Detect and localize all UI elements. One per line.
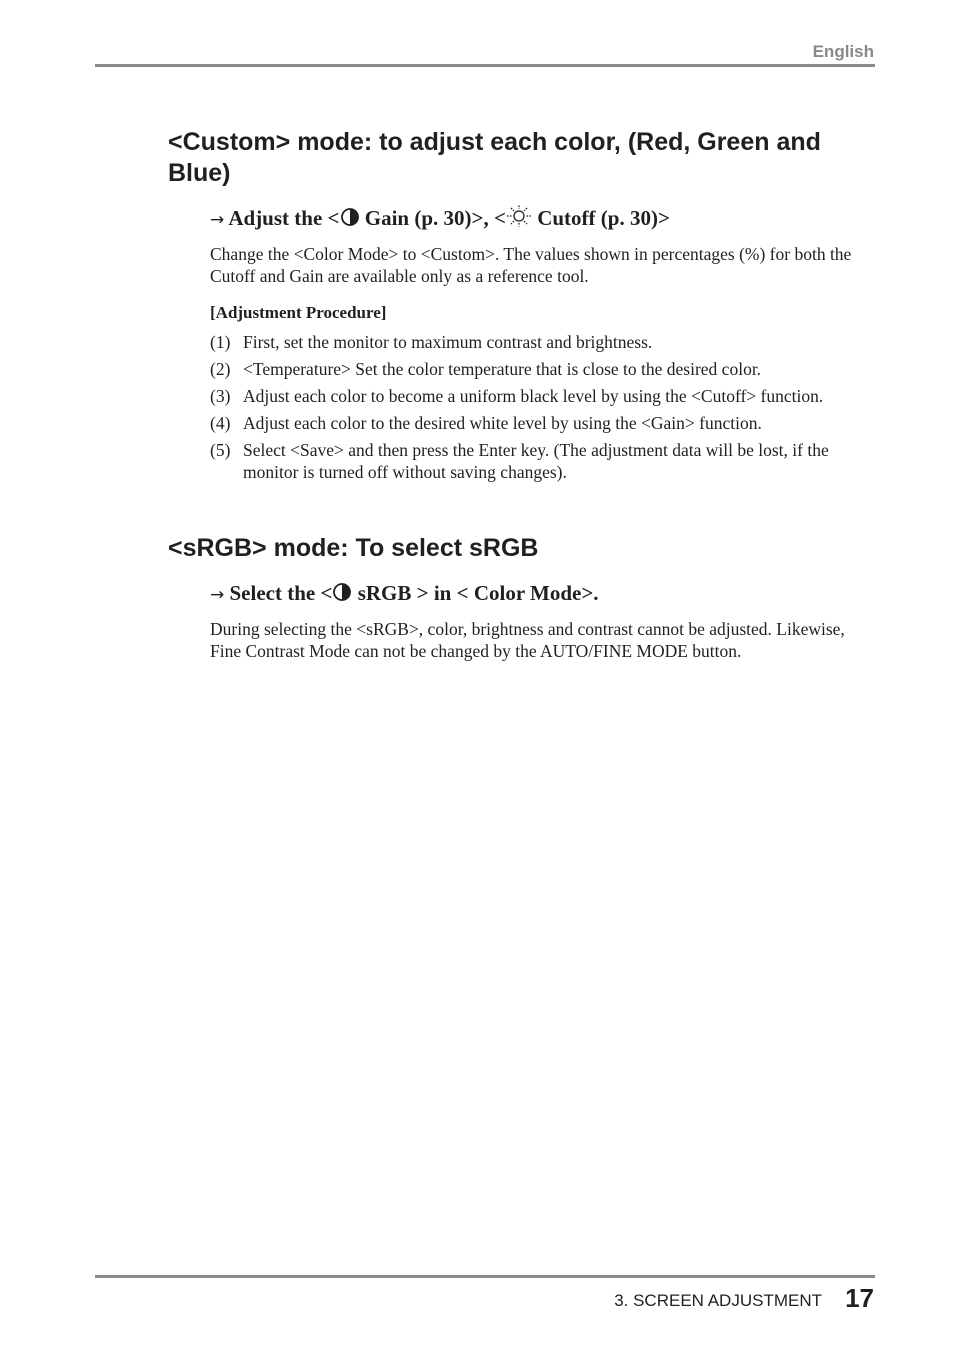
procedure-heading: [Adjustment Procedure] bbox=[210, 303, 387, 322]
procedure-step: (5) Select <Save> and then press the Enter key. (The adjustment data will be lost, if the monitor is turned off without saving changes). bbox=[210, 440, 829, 482]
procedure-step: (4) Adjust each color to the desired white level by using the <Gain> function. bbox=[210, 413, 762, 433]
footer-divider bbox=[95, 1275, 875, 1278]
procedure-steps bbox=[210, 331, 876, 488]
srgb-mode-instruction: → Select the < sRGB > in < Color Mode>. bbox=[210, 580, 599, 608]
arrow-icon: → bbox=[210, 585, 225, 605]
header-divider bbox=[95, 64, 875, 67]
brightness-icon bbox=[506, 205, 532, 233]
contrast-icon bbox=[340, 207, 360, 233]
language-label: English bbox=[812, 42, 874, 61]
custom-mode-description: Change the <Color Mode> to <Custom>. The values shown in percentages (%) for both the Cutoff and Gain are available only as a reference tool. bbox=[210, 244, 852, 286]
contrast-icon bbox=[332, 582, 352, 608]
custom-mode-instruction: → Adjust the < Gain (p. 30)>, < Cutoff (p. 30)> bbox=[210, 205, 670, 233]
srgb-mode-description: During selecting the <sRGB>, color, brightness and contrast cannot be adjusted. Likewise, Fine Contrast Mode can not be changed by the AUTO/FINE MODE button. bbox=[210, 619, 845, 661]
srgb-mode-heading: <sRGB> mode: To select sRGB bbox=[168, 534, 539, 562]
procedure-step: (2) <Temperature> Set the color temperature that is close to the desired color. bbox=[210, 359, 762, 379]
arrow-icon: → bbox=[210, 210, 225, 230]
page-number: 17 bbox=[845, 1283, 874, 1313]
procedure-step: (1) First, set the monitor to maximum contrast and brightness. bbox=[210, 332, 653, 352]
procedure-step: (3) Adjust each color to become a uniform black level by using the <Cutoff> function. bbox=[210, 386, 824, 406]
footer-section-title: 3. SCREEN ADJUSTMENT bbox=[614, 1291, 822, 1310]
custom-mode-heading: <Custom> mode: to adjust each color, (Red, Green and Blue) bbox=[168, 128, 821, 187]
